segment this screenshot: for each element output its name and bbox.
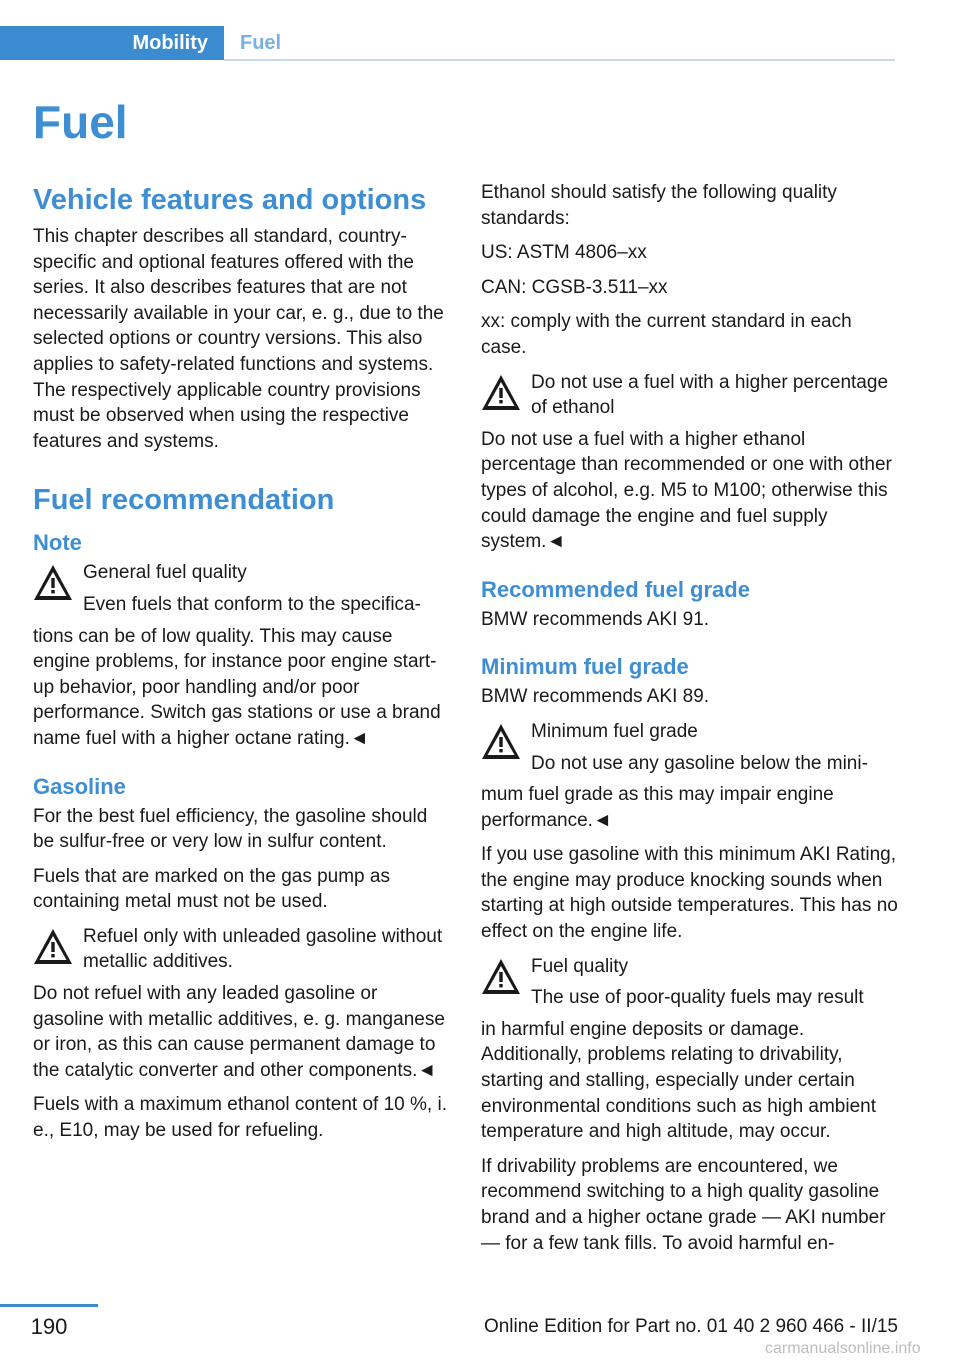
warning-intro: Do not use any gasoline below the mini- bbox=[531, 752, 868, 774]
warning-title: Minimum fuel grade bbox=[531, 720, 698, 742]
warning-triangle-icon bbox=[481, 958, 521, 995]
page-title: Fuel bbox=[33, 96, 128, 148]
note-heading: Note bbox=[33, 530, 82, 556]
vfo-text: This chapter describes all standard, country-specific and optional features offered with the series. It also describes features that are not necessarily available in your car, e. g., due to the selected options or country versions. This also applies to safety-related functions and systems. The respectively applicable country provisions must be observed when using the respective features and systems. bbox=[33, 226, 444, 452]
minimum-grade-text: BMW recommends AKI 89. bbox=[481, 686, 710, 708]
left-column bbox=[33, 180, 450, 1153]
warning-text: Do not use a fuel with a higher ethanol percentage than recommended or one with other types of alcohol, e.g. M5 to M100; otherwise this could damage the engine and fuel supply system.◄ bbox=[481, 428, 892, 553]
header-divider bbox=[224, 59, 895, 61]
warning-general-fuel-quality bbox=[33, 560, 450, 617]
warning-triangle-icon bbox=[33, 564, 73, 601]
warning-text: Do not refuel with any leaded gasoline or gasoline with metallic additives, e. g. manganese or iron, as this can cause permanent damage to the catalytic converter and other components.◄ bbox=[33, 983, 445, 1081]
warning-text: in harmful engine deposits or damage. Additionally, problems relating to drivability, starting and stalling, especially under certain environmental conditions such as high ambient temperature and high altitude, may occur. bbox=[481, 1018, 877, 1143]
recommended-grade-text: BMW recommends AKI 91. bbox=[481, 608, 710, 630]
minimum-grade-heading: Minimum fuel grade bbox=[481, 654, 689, 680]
tab-fuel[interactable]: Fuel bbox=[240, 32, 282, 54]
warning-unleaded bbox=[33, 924, 450, 975]
fuel-recommendation-heading: Fuel recommendation bbox=[33, 484, 335, 517]
standard-note: xx: comply with the current standard in each case. bbox=[481, 311, 852, 358]
vfo-heading: Vehicle features and options bbox=[33, 184, 427, 216]
warning-intro: Even fuels that conform to the specifica- bbox=[83, 593, 421, 615]
warning-title: Fuel quality bbox=[531, 955, 629, 977]
warning-triangle-icon bbox=[481, 723, 521, 760]
header-tabs bbox=[0, 26, 895, 62]
gasoline-paragraph-2: Fuels that are marked on the gas pump as containing metal must not be used. bbox=[33, 865, 390, 913]
aki-paragraph: If you use gasoline with this minimum AKI Rating, the engine may produce knocking sounds when starting at high outside temperatures. This has no effect on the engine life. bbox=[481, 844, 898, 943]
warning-title: Do not use a fuel with a higher percentage of ethanol bbox=[531, 371, 889, 419]
tab-mobility[interactable]: Mobility bbox=[0, 26, 224, 60]
warning-text: tions can be of low quality. This may cause engine problems, for instance poor engine start-up behavior, poor handling and/or poor performance. Switch gas stations or use a brand name fuel with a higher octane rating.◄ bbox=[33, 625, 441, 749]
warning-triangle-icon bbox=[33, 928, 73, 965]
warning-ethanol bbox=[481, 370, 898, 421]
us-standard: US: ASTM 4806–xx bbox=[481, 242, 647, 264]
gasoline-paragraph-1: For the best fuel efficiency, the gasoline should be sulfur-free or very low in sulfur content. bbox=[33, 805, 428, 853]
warning-title: General fuel quality bbox=[83, 562, 247, 584]
ethanol-standards-paragraph: Ethanol should satisfy the following quality standards: bbox=[481, 182, 837, 229]
edition-text: Online Edition for Part no. 01 40 2 960 466 - II/15 bbox=[483, 1316, 898, 1337]
recommended-grade-heading: Recommended fuel grade bbox=[481, 576, 750, 602]
ethanol-paragraph: Fuels with a maximum ethanol content of 10 %, i. e., E10, may be used for refueling. bbox=[33, 1094, 447, 1142]
watermark-text: carmanualsonline.info bbox=[765, 1340, 921, 1357]
can-standard: CAN: CGSB-3.511–xx bbox=[481, 276, 668, 298]
warning-minimum-grade bbox=[481, 719, 898, 776]
footer-divider bbox=[0, 1304, 98, 1307]
gasoline-heading: Gasoline bbox=[33, 773, 126, 799]
warning-title: Refuel only with unleaded gasoline without metallic additives. bbox=[83, 925, 443, 973]
warning-intro: The use of poor-quality fuels may result bbox=[531, 987, 864, 1009]
warning-triangle-icon bbox=[481, 374, 521, 411]
drivability-paragraph: If drivability problems are encountered, we recommend switching to a high quality gasoline brand and a higher octane grade — AKI number — for a few tank fills. To avoid harmful en- bbox=[481, 1155, 886, 1254]
page-number: 190 bbox=[30, 1314, 68, 1339]
warning-text: mum fuel grade as this may impair engine performance.◄ bbox=[481, 784, 834, 831]
warning-fuel-quality bbox=[481, 954, 898, 1011]
right-column bbox=[481, 180, 898, 1265]
